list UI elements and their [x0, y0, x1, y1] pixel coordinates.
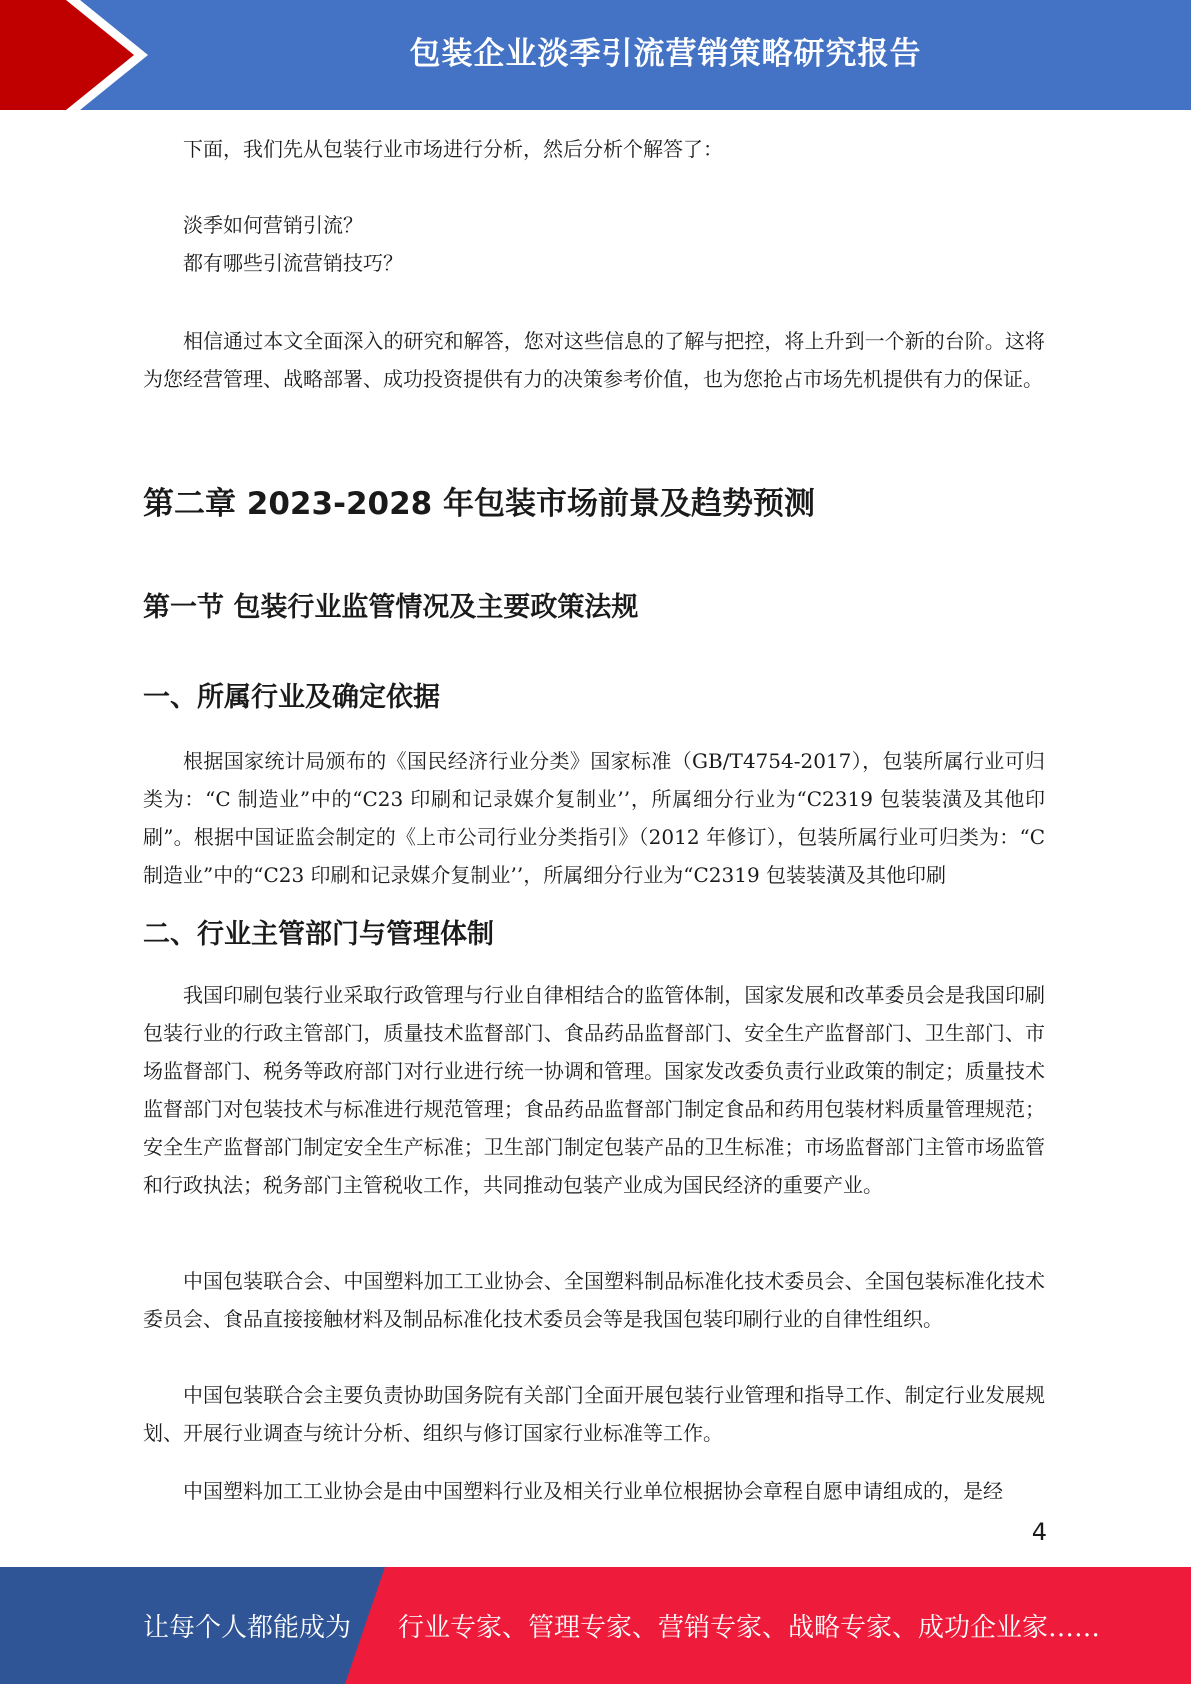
part2-paragraph-1: 我国印刷包装行业采取行政管理与行业自律相结合的监管体制，国家发展和改革委员会是我国印刷包装行业的行政主管部门，质量技术监督部门、食品药品监督部门、安全生产监督部门、卫生部门、市场监督部门、税务等政府部门对行业进行统一协调和管理。国家发改委负责行业政策的制定；质量技术监督部门对包装技术与标准进行规范管理；食品药品监督部门制定食品和药用包装材料质量管理规范；安全生产监督部门制定安全生产标准；卫生部门制定包装产品的卫生标准；市场监督部门主管市场监管和行政执法；税务部门主管税收工作，共同推动包装产业成为国民经济的重要产业。	[143, 983, 1045, 1197]
page-header	[0, 0, 1191, 110]
section-title: 第一节 包装行业监管情况及主要政策法规	[143, 592, 639, 623]
report-title: 包装企业淡季引流营销策略研究报告	[409, 35, 922, 72]
intro-question-2: 都有哪些引流营销技巧？	[183, 251, 403, 275]
part2-paragraph-4: 中国塑料加工工业协会是由中国塑料行业及相关行业单位根据协会章程自愿申请组成的，是经	[183, 1479, 1003, 1503]
part2-paragraph-3: 中国包装联合会主要负责协助国务院有关部门全面开展包装行业管理和指导工作、制定行业发展规划、开展行业调查与统计分析、组织与修订国家行业标准等工作。	[143, 1383, 1045, 1445]
intro-question-1: 淡季如何营销引流？	[183, 213, 363, 237]
part1-heading: 一、所属行业及确定依据	[143, 682, 440, 713]
intro-conclusion: 相信通过本文全面深入的研究和解答，您对这些信息的了解与把控，将上升到一个新的台阶。这将为您经营管理、战略部署、成功投资提供有力的决策参考价值，也为您抢占市场先机提供有力的保证。	[143, 329, 1045, 391]
footer-slogan-left: 让每个人都能成为	[143, 1613, 352, 1643]
header-chevron-icon	[0, 0, 160, 110]
part2-heading: 二、行业主管部门与管理体制	[143, 919, 494, 950]
part2-paragraph-2: 中国包装联合会、中国塑料加工工业协会、全国塑料制品标准化技术委员会、全国包装标准化技术委员会、食品直接接触材料及制品标准化技术委员会等是我国包装印刷行业的自律性组织。	[143, 1269, 1045, 1331]
footer-slogan-right: 行业专家、管理专家、营销专家、战略专家、成功企业家……	[398, 1613, 1101, 1643]
part1-paragraph: 根据国家统计局颁布的《国民经济行业分类》国家标准（GB/T4754-2017），包装所属行业可归类为：“C 制造业”中的“C23 印刷和记录媒介复制业’’，所属细分行业为“C2319 包装装潢及其他印刷”。根据中国证监会制定的《上市公司行业分类指引》（2012 年修订），包装所属行业可归类为：“C 制造业”中的“C23 印刷和记录媒介复制业’’，所属细分行业为“C2319 包装装潢及其他印刷	[143, 749, 1045, 887]
page-footer	[0, 1567, 1191, 1684]
page-number: 4	[1031, 1518, 1047, 1546]
chapter-title: 第二章 2023-2028 年包装市场前景及趋势预测	[143, 486, 816, 522]
intro-paragraph: 下面，我们先从包装行业市场进行分析，然后分析个解答了：	[183, 137, 723, 161]
